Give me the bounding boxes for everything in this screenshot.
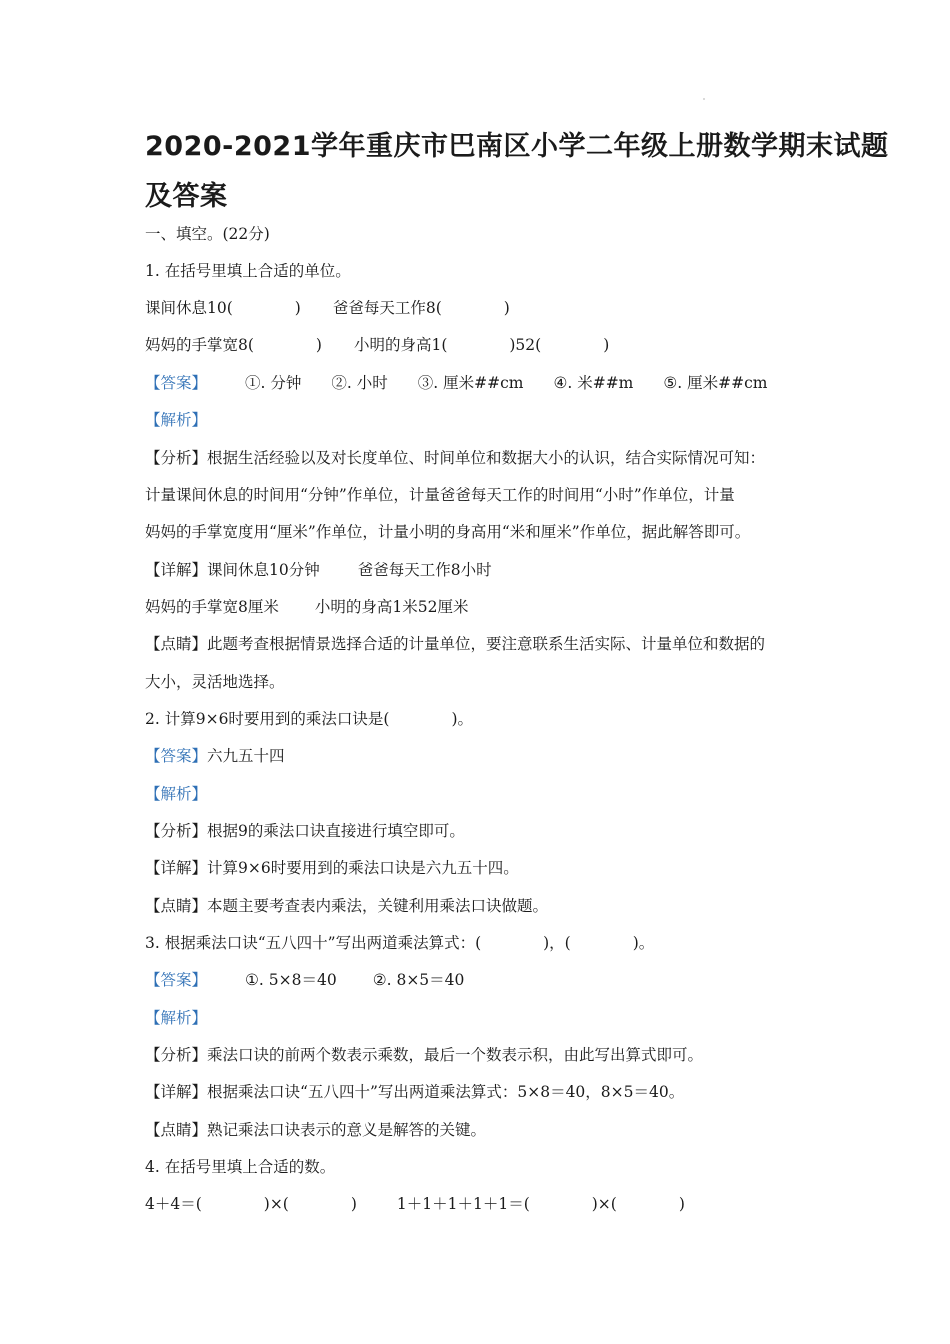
q2-xiangjie: 【详解】计算9×6时要用到的乘法口诀是六九五十四。 bbox=[145, 859, 519, 877]
q1-answer-5: ⑤. 厘米##cm bbox=[663, 374, 768, 392]
q1-row-2 bbox=[145, 335, 609, 355]
q1-blank-palm: 妈妈的手掌宽8( ) bbox=[145, 336, 322, 354]
q1-fenxi-1: 【分析】根据生活经验以及对长度单位、时间单位和数据大小的认识，结合实际情况可知： bbox=[145, 449, 766, 467]
q3-answer-2: ②. 8×5＝40 bbox=[372, 971, 465, 989]
q1-dianjing-2: 大小，灵活地选择。 bbox=[145, 673, 285, 691]
q1-dianjing-1: 【点睛】此题考查根据情景选择合适的计量单位，要注意联系生活实际、计量单位和数据的 bbox=[145, 635, 766, 653]
fenxi-tag: 【分析】 bbox=[145, 449, 208, 467]
q4-stem: 4. 在括号里填上合适的数。 bbox=[145, 1158, 336, 1176]
q1-answer-2: ②. 小时 bbox=[331, 374, 388, 392]
q1-blank-work: 爸爸每天工作8( ) bbox=[332, 299, 510, 317]
page-speck bbox=[703, 98, 705, 100]
q3-jiexi-tag: 【解析】 bbox=[145, 1009, 208, 1027]
q3-dianjing: 【点睛】熟记乘法口诀表示的意义是解答的关键。 bbox=[145, 1121, 487, 1139]
q1-xiangjie-2: 妈妈的手掌宽8厘米 小明的身高1米52厘米 bbox=[145, 598, 469, 616]
fenxi-tag: 【分析】 bbox=[145, 822, 208, 840]
q2-answer: 【答案】六九五十四 bbox=[145, 747, 285, 765]
q1-answer-3: ③. 厘米##cm bbox=[417, 374, 524, 392]
q2-stem: 2. 计算9×6时要用到的乘法口诀是( )。 bbox=[145, 710, 474, 728]
q3-fenxi: 【分析】乘法口诀的前两个数表示乘数，最后一个数表示积，由此写出算式即可。 bbox=[145, 1046, 704, 1064]
q4-row-1 bbox=[145, 1194, 685, 1214]
q2-jiexi-tag: 【解析】 bbox=[145, 785, 208, 803]
dianjing-tag: 【点睛】 bbox=[145, 635, 208, 653]
q1-answer bbox=[145, 373, 768, 393]
answer-tag: 【答案】 bbox=[145, 971, 208, 989]
q4-expr-2: 1＋1＋1＋1＋1＝( )×( ) bbox=[396, 1195, 685, 1213]
q2-dianjing: 【点睛】本题主要考查表内乘法，关键利用乘法口诀做题。 bbox=[145, 897, 549, 915]
q1-blank-height: 小明的身高1( )52( ) bbox=[353, 336, 610, 354]
q3-stem: 3. 根据乘法口诀“五八四十”写出两道乘法算式：( )，( )。 bbox=[145, 934, 655, 952]
document-title-line-2: 及答案 bbox=[145, 181, 228, 212]
xiangjie-tag: 【详解】 bbox=[145, 561, 208, 579]
q2-fenxi: 【分析】根据9的乘法口诀直接进行填空即可。 bbox=[145, 822, 465, 840]
answer-tag: 【答案】 bbox=[145, 747, 208, 765]
q3-answer-1: ①. 5×8＝40 bbox=[245, 971, 337, 989]
q1-fenxi-3: 妈妈的手掌宽度用“厘米”作单位，计量小明的身高用“米和厘米”作单位，据此解答即可。 bbox=[145, 523, 751, 541]
q1-answer-4: ④. 米##m bbox=[553, 374, 634, 392]
dianjing-tag: 【点睛】 bbox=[145, 897, 208, 915]
q1-blank-break: 课间休息10( ) bbox=[145, 299, 301, 317]
xiangjie-tag: 【详解】 bbox=[145, 859, 208, 877]
document-title-line-1: 2020-2021学年重庆市巴南区小学二年级上册数学期末试题 bbox=[145, 131, 889, 162]
q1-jiexi-tag: 【解析】 bbox=[145, 411, 208, 429]
xiangjie-tag: 【详解】 bbox=[145, 1083, 208, 1101]
q1-answer-1: ①. 分钟 bbox=[245, 374, 302, 392]
q1-stem: 1. 在括号里填上合适的单位。 bbox=[145, 262, 351, 280]
section-heading: 一、填空。(22分) bbox=[145, 225, 270, 243]
fenxi-tag: 【分析】 bbox=[145, 1046, 208, 1064]
q1-fenxi-2: 计量课间休息的时间用“分钟”作单位，计量爸爸每天工作的时间用“小时”作单位，计量 bbox=[145, 486, 735, 504]
q3-answer bbox=[145, 970, 464, 990]
q1-row-1 bbox=[145, 298, 510, 318]
dianjing-tag: 【点睛】 bbox=[145, 1121, 208, 1139]
q3-xiangjie: 【详解】根据乘法口诀“五八四十”写出两道乘法算式：5×8＝40，8×5＝40。 bbox=[145, 1083, 685, 1101]
answer-tag: 【答案】 bbox=[145, 374, 208, 392]
q1-xiangjie-1: 【详解】课间休息10分钟 爸爸每天工作8小时 bbox=[145, 561, 492, 579]
q4-expr-1: 4＋4＝( )×( ) bbox=[145, 1195, 357, 1213]
